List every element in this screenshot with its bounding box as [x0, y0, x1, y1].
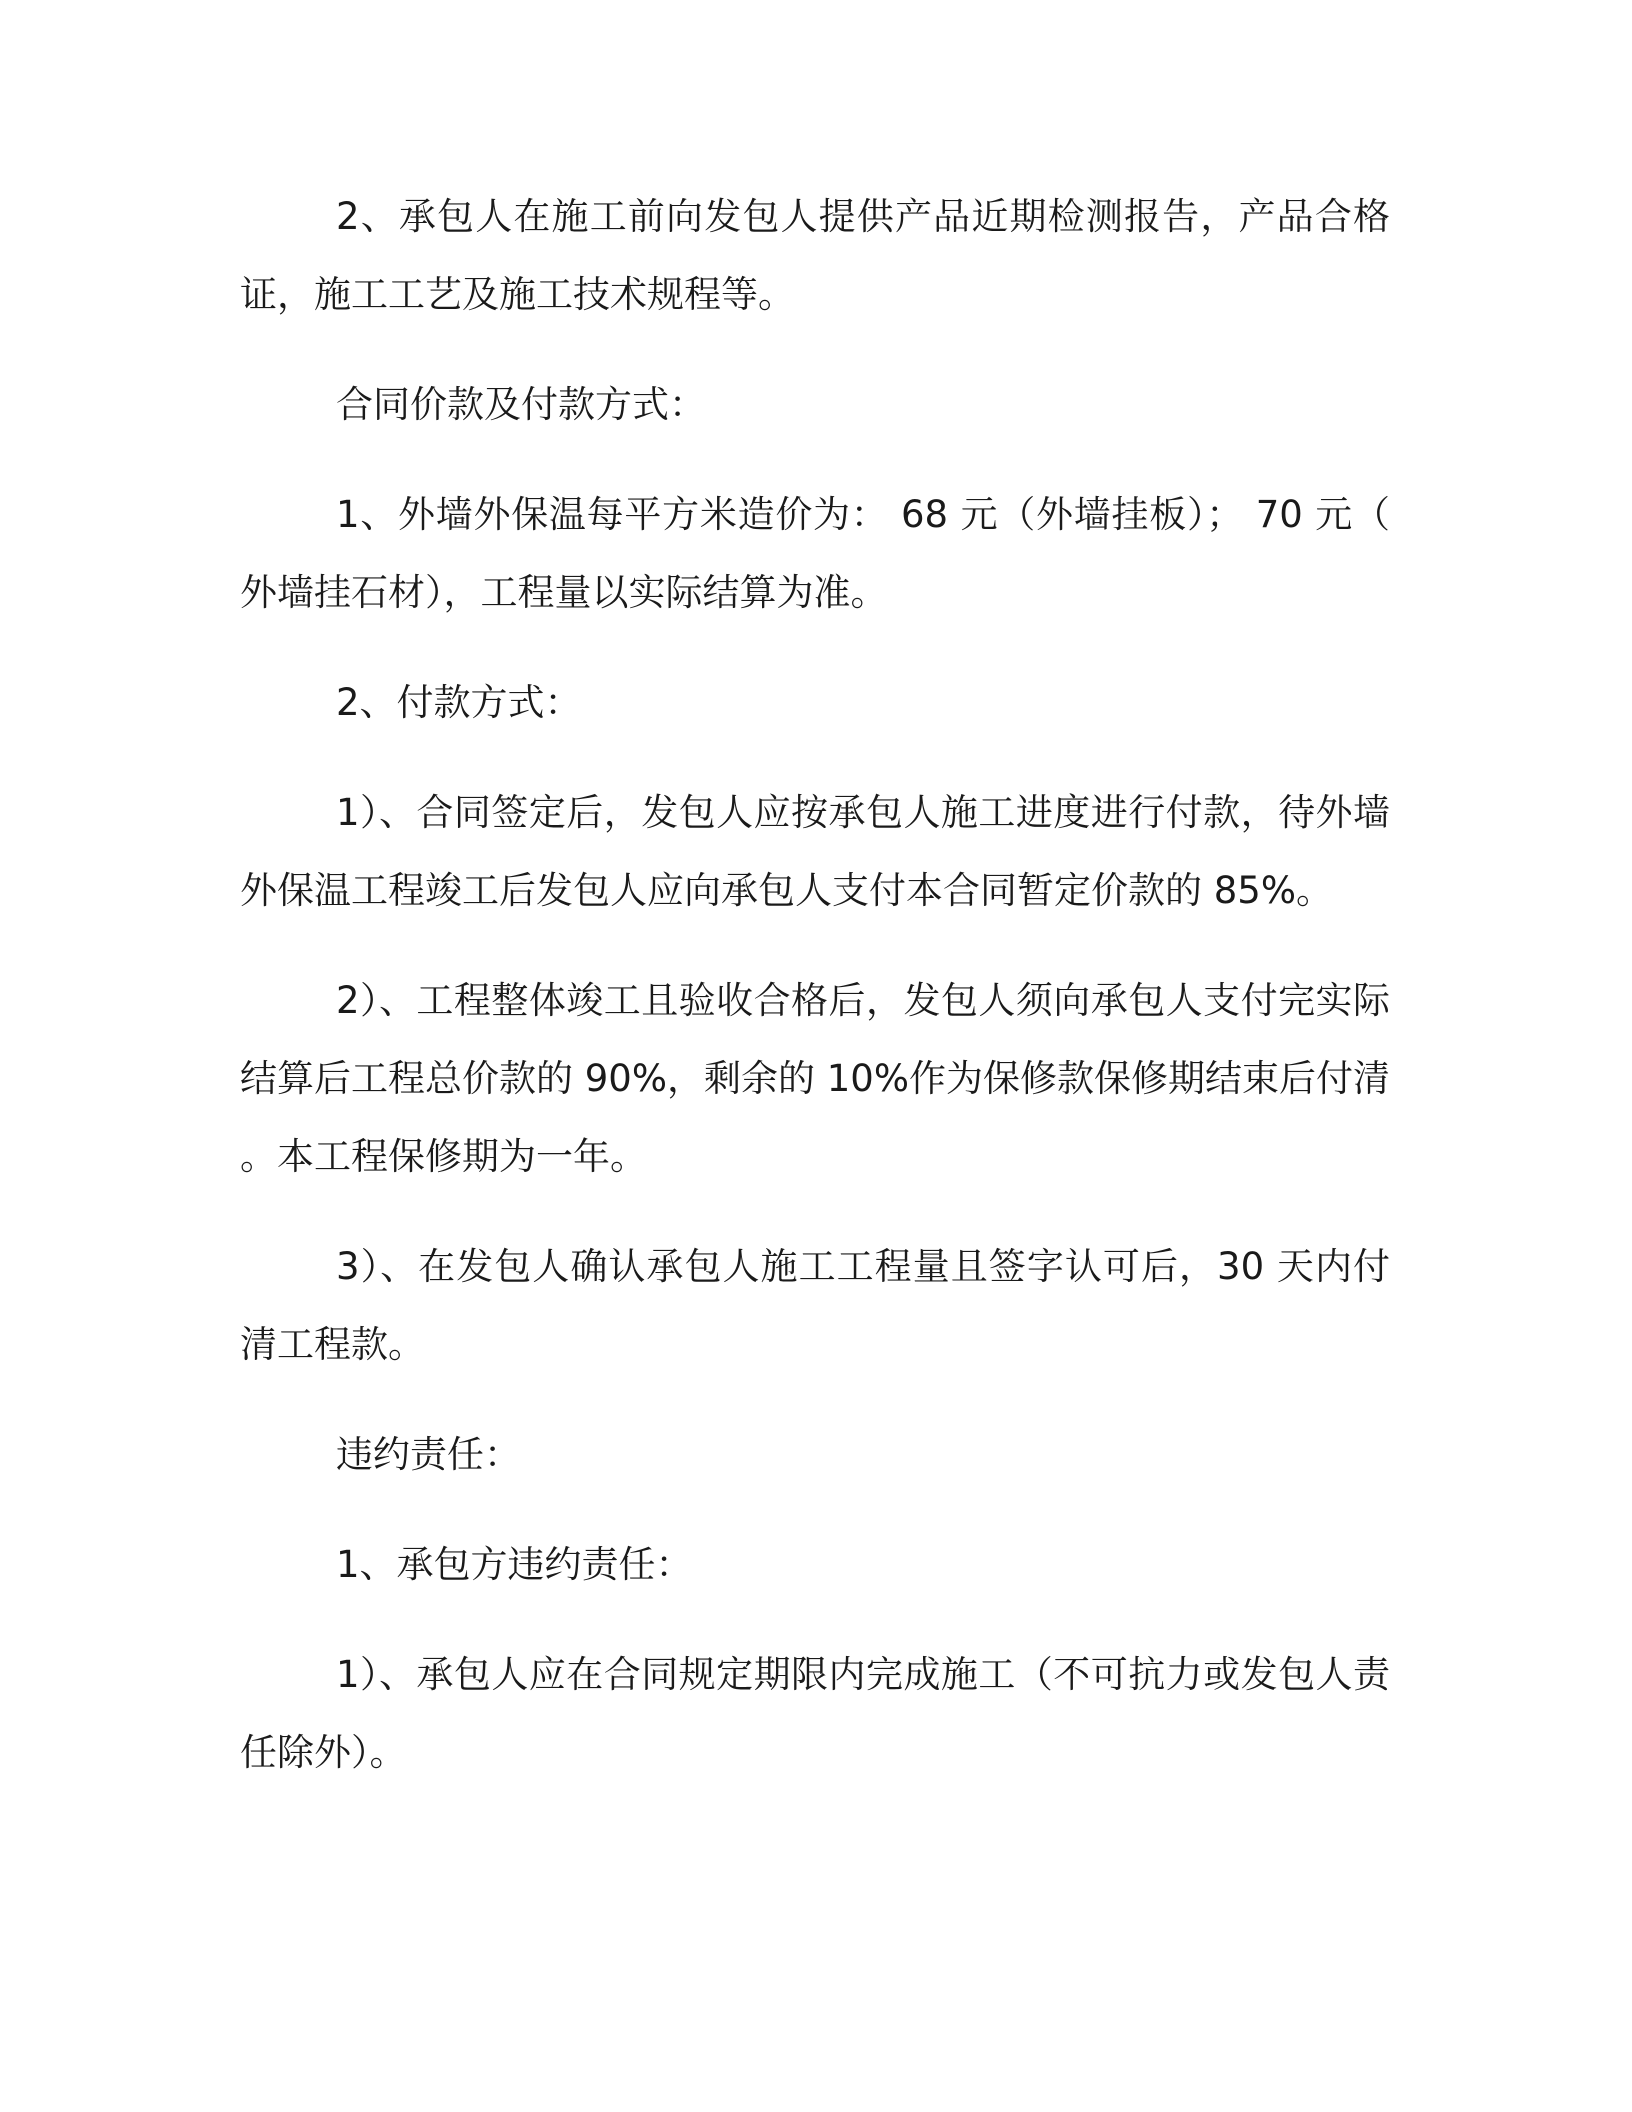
heading-breach-liability: 违约责任：: [336, 1433, 521, 1476]
clause-payment-final: 2）、工程整体竣工且验收合格后，发包人须向承包人支付完实际结算后工程总价款的 90%，剩余的 10%作为保修款保修期结束后付清。本工程保修期为一年。: [240, 979, 1390, 1178]
heading-contract-price-payment: 合同价款及付款方式：: [336, 383, 706, 426]
document-body: [240, 178, 1390, 1824]
heading-payment-method: 2、付款方式：: [336, 681, 582, 724]
clause-completion-deadline: 1）、承包人应在合同规定期限内完成施工（不可抗力或发包人责任除外）。: [240, 1653, 1390, 1774]
clause-payment-progress: 1）、合同签定后，发包人应按承包人施工进度进行付款，待外墙外保温工程竣工后发包人应向承包人支付本合同暂定价款的 85%。: [240, 791, 1390, 912]
clause-unit-price: 1、外墙外保温每平方米造价为： 68 元（外墙挂板）； 70 元（外墙挂石材），工程量以实际结算为准。: [240, 493, 1390, 614]
clause-product-reports: 2、承包人在施工前向发包人提供产品近期检测报告，产品合格证，施工工艺及施工技术规程等。: [240, 195, 1390, 316]
clause-payment-deadline: 3）、在发包人确认承包人施工工程量且签字认可后，30 天内付清工程款。: [240, 1245, 1390, 1366]
heading-contractor-liability: 1、承包方违约责任：: [336, 1543, 693, 1586]
